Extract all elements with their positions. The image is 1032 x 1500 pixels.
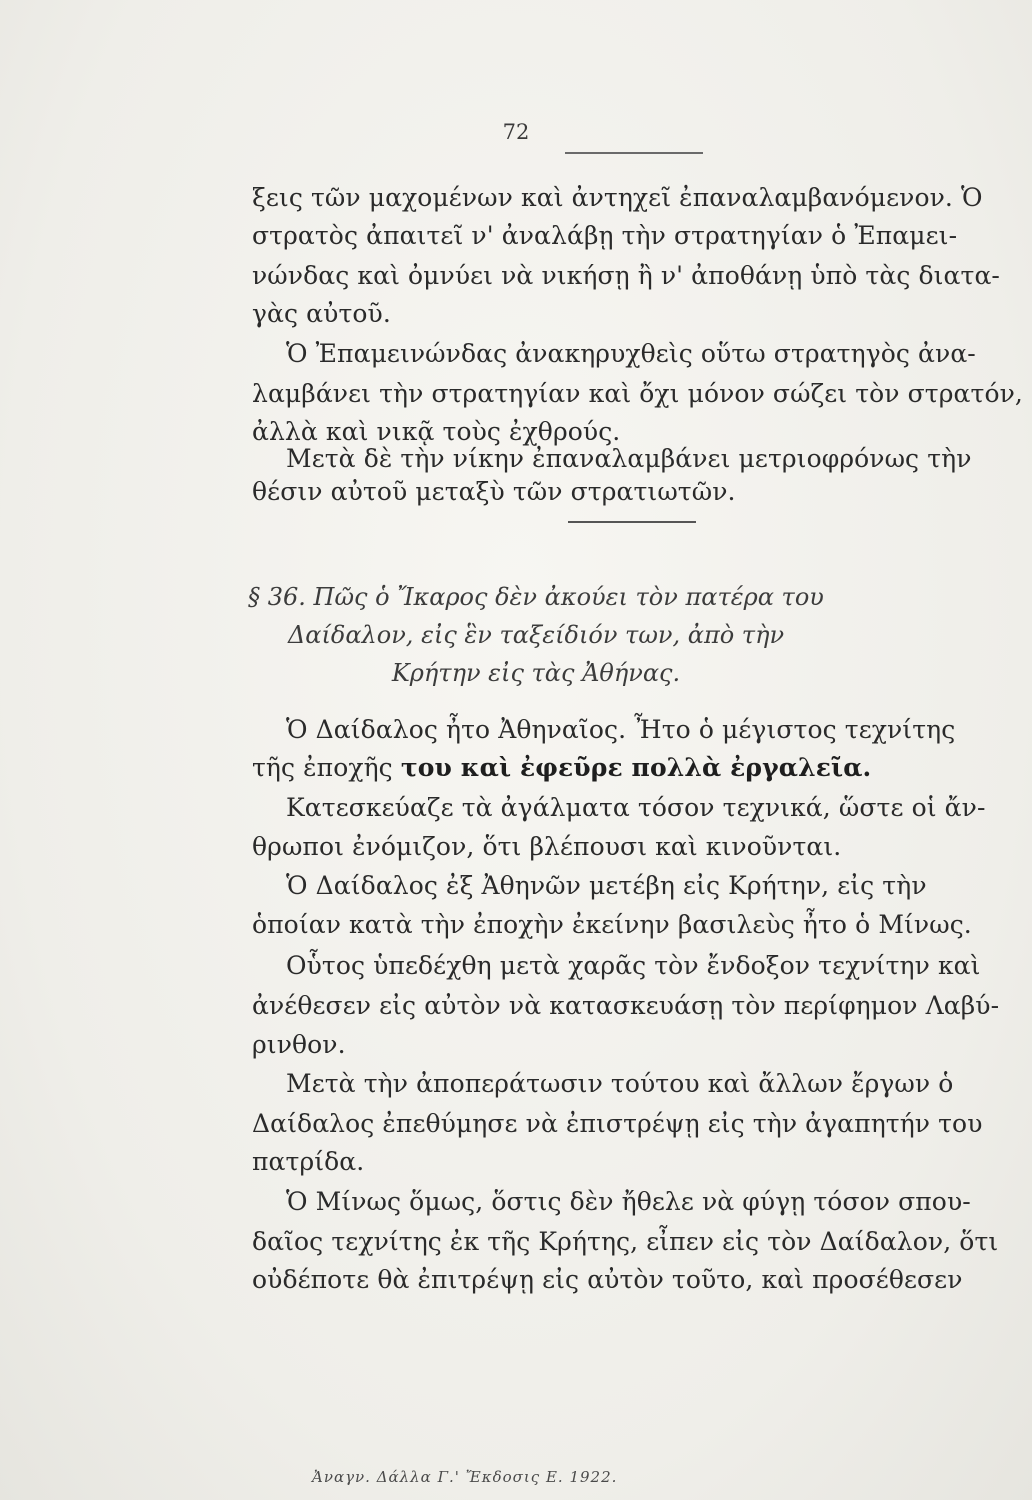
section-heading-line: Κρήτην εἰς τὰς Ἀθήνας. [391, 659, 681, 687]
text-line: Ὁ Μίνως ὅμως, ὅστις δὲν ἤθελε νὰ φύγῃ τόσον σπου- [286, 1187, 971, 1216]
text-line: Ὁ Δαίδαλος ἦτο Ἀθηναῖος. Ἦτο ὁ μέγιστος τεχνίτης [286, 715, 956, 744]
text-line: ρινθον. [252, 1030, 346, 1059]
page-number: 72 [502, 120, 530, 144]
text-line: Οὗτος ὑπεδέχθη μετὰ χαρᾶς τὸν ἔνδοξον τεχνίτην καὶ [286, 951, 981, 980]
text-line: γὰς αὐτοῦ. [252, 299, 391, 328]
text-run: τῆς ἐποχῆς [252, 753, 401, 782]
text-line: Ὁ Ἐπαμεινώνδας ἀνακηρυχθεὶς οὕτω στρατηγὸς ἀνα- [286, 339, 976, 368]
text-line: λαμβάνει τὴν στρατηγίαν καὶ ὄχι μόνον σώζει τὸν στρατόν, [252, 379, 1023, 408]
text-line: Κατεσκεύαζε τὰ ἀγάλματα τόσον τεχνικά, ὥστε οἱ ἄν- [286, 793, 986, 822]
text-line: οὐδέποτε θὰ ἐπιτρέψῃ εἰς αὐτὸν τοῦτο, καὶ προσέθεσεν [252, 1265, 963, 1294]
text-line: ἀνέθεσεν εἰς αὐτὸν νὰ κατασκευάσῃ τὸν περίφημον Λαβύ- [252, 991, 1000, 1020]
text-line: Δαίδαλος ἐπεθύμησε νὰ ἐπιστρέψῃ εἰς τὴν ἀγαπητήν του [252, 1109, 983, 1138]
page-number-underline [565, 152, 703, 154]
text-line: ἀλλὰ καὶ νικᾷ τοὺς ἐχθρούς. [252, 417, 621, 446]
section-divider [568, 521, 696, 523]
text-line: πατρίδα. [252, 1147, 365, 1176]
text-line: δαῖος τεχνίτης ἐκ τῆς Κρήτης, εἶπεν εἰς τὸν Δαίδαλον, ὅτι [252, 1227, 999, 1256]
text-line: ὁποίαν κατὰ τὴν ἐποχὴν ἐκείνην βασιλεὺς ἦτο ὁ Μίνως. [252, 910, 972, 939]
text-line: στρατὸς ἀπαιτεῖ ν' ἀναλάβῃ τὴν στρατηγίαν ὁ Ἐπαμει- [252, 221, 958, 250]
section-heading-line: Δαίδαλον, εἰς ἓν ταξείδιόν των, ἀπὸ τὴν [287, 621, 785, 649]
text-line: νώνδας καὶ ὀμνύει νὰ νικήσῃ ἢ ν' ἀποθάνῃ ὑπὸ τὰς διατα- [252, 261, 1000, 290]
section-heading-line: § 36. Πῶς ὁ Ἴκαρος δὲν ἀκούει τὸν πατέρα του [248, 583, 824, 611]
text-line: θρωποι ἐνόμιζον, ὅτι βλέπουσι καὶ κινοῦνται. [252, 832, 842, 861]
page-footer: Ἀναγν. Δάλλα Γ.' Ἔκδοσις Ε. 1922. [312, 1468, 618, 1486]
bold-text-run: του καὶ ἐφεῦρε πολλὰ ἐργαλεῖα. [400, 753, 872, 782]
text-line: Μετὰ τὴν ἀποπεράτωσιν τούτου καὶ ἄλλων ἔργων ὁ [286, 1069, 954, 1098]
text-line: θέσιν αὐτοῦ μεταξὺ τῶν στρατιωτῶν. [252, 477, 736, 506]
text-line: ξεις τῶν μαχομένων καὶ ἀντηχεῖ ἐπαναλαμβανόμενον. Ὁ [252, 183, 983, 212]
text-line: Μετὰ δὲ τὴν νίκην ἐπαναλαμβάνει μετριοφρόνως τὴν [286, 444, 972, 473]
text-line-mixed [252, 750, 871, 786]
text-line: Ὁ Δαίδαλος ἐξ Ἀθηνῶν μετέβη εἰς Κρήτην, εἰς τὴν [286, 871, 927, 900]
